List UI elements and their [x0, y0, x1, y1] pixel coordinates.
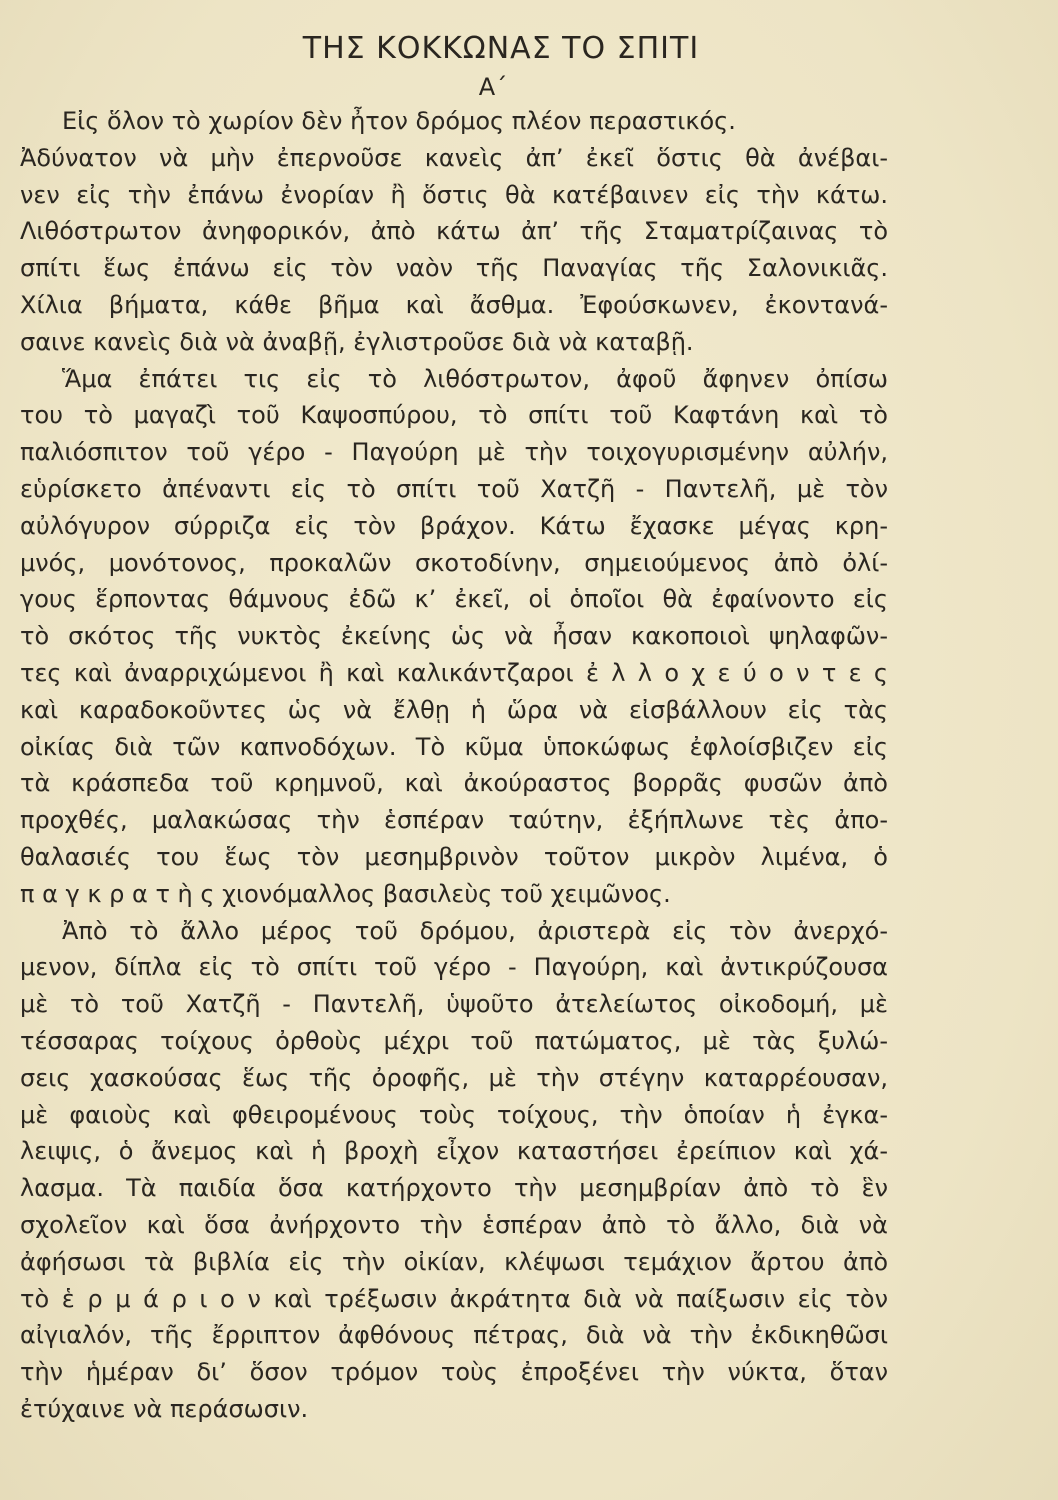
text-line: Χίλια βήματα, κάθε βῆμα καὶ ἄσθμα. Ἐφούσκωνεν, ἐκοντανά-: [20, 290, 888, 319]
text-line: παλιόσπιτον τοῦ γέρο - Παγούρη μὲ τὴν τοιχογυρισμένην αὐλήν,: [20, 438, 888, 467]
text-line: μενον, δίπλα εἰς τὸ σπίτι τοῦ γέρο - Παγούρη, καὶ ἀντικρύζουσα: [20, 953, 888, 982]
text-line: Λιθόστρωτον ἀνηφορικόν, ἀπὸ κάτω ἀπ’ τῆς Σταματρίζαινας τὸ: [20, 217, 888, 246]
text-line: τὰ κράσπεδα τοῦ κρημνοῦ, καὶ ἀκούραστος βορρᾶς φυσῶν ἀπὸ: [20, 769, 888, 798]
body-text: [20, 103, 888, 1428]
text-line: Ἀπὸ τὸ ἄλλο μέρος τοῦ δρόμου, ἀριστερὰ εἰς τὸν ἀνερχό-: [62, 916, 888, 945]
chapter-number: Α΄: [478, 73, 508, 101]
text-line: π α γ κ ρ α τ ὴ ς χιονόμαλλος βασιλεὺς τοῦ χειμῶνος.: [20, 879, 671, 908]
text-line: σπίτι ἕως ἐπάνω εἰς τὸν ναὸν τῆς Παναγίας τῆς Σαλονικιᾶς.: [20, 254, 888, 283]
text-line: λειψις, ὁ ἄνεμος καὶ ἡ βροχὴ εἶχον καταστήσει ἐρείπιον καὶ χά-: [20, 1137, 888, 1166]
text-line: σεις χασκούσας ἕως τῆς ὀροφῆς, μὲ τὴν στέγην καταρρέουσαν,: [20, 1063, 888, 1092]
text-line: θαλασιές του ἕως τὸν μεσημβρινὸν τοῦτον μικρὸν λιμένα, ὁ: [20, 842, 888, 871]
text-line: καὶ καραδοκοῦντες ὡς νὰ ἔλθῃ ἡ ὥρα νὰ εἰσβάλλουν εἰς τὰς: [20, 695, 888, 724]
text-line: εὑρίσκετο ἀπέναντι εἰς τὸ σπίτι τοῦ Χατζῆ - Παντελῆ, μὲ τὸν: [20, 474, 888, 503]
text-line: μὲ τὸ τοῦ Χατζῆ - Παντελῆ, ὑψοῦτο ἀτελείωτος οἰκοδομή, μὲ: [20, 990, 888, 1019]
text-line: αὐλόγυρον σύρριζα εἰς τὸν βράχον. Κάτω ἔχασκε μέγας κρη-: [20, 511, 888, 540]
text-line: οἰκίας διὰ τῶν καπνοδόχων. Τὸ κῦμα ὑποκώφως ἐφλοίσβιζεν εἰς: [20, 732, 888, 761]
text-line: ἐτύχαινε νὰ περάσωσιν.: [20, 1394, 309, 1423]
text-line: τες καὶ ἀναρριχώμενοι ἢ καὶ καλικάντζαροι ἐ λ λ ο χ ε ύ ο ν τ ε ς: [20, 658, 888, 687]
text-line: μνός, μονότονος, προκαλῶν σκοτοδίνην, σημειούμενος ἀπὸ ὀλί-: [20, 548, 888, 577]
text-line: του τὸ μαγαζὶ τοῦ Καψοσπύρου, τὸ σπίτι τοῦ Καφτάνη καὶ τὸ: [20, 401, 888, 430]
text-line: νεν εἰς τὴν ἐπάνω ἐνορίαν ἢ ὅστις θὰ κατέβαινεν εἰς τὴν κάτω.: [20, 180, 888, 209]
text-line: μὲ φαιοὺς καὶ φθειρομένους τοὺς τοίχους, τὴν ὁποίαν ἡ ἐγκα-: [20, 1100, 888, 1129]
text-line: τὸ ἑ ρ μ ά ρ ι ο ν καὶ τρέξωσιν ἀκράτητα διὰ νὰ παίξωσιν εἰς τὸν: [20, 1284, 888, 1313]
text-line: τὴν ἡμέραν δι’ ὅσον τρόμον τοὺς ἐπροξένει τὴν νύκτα, ὅταν: [20, 1358, 888, 1387]
text-line: ἀφήσωσι τὰ βιβλία εἰς τὴν οἰκίαν, κλέψωσι τεμάχιον ἄρτου ἀπὸ: [20, 1247, 888, 1276]
text-line: λασμα. Τὰ παιδία ὅσα κατήρχοντο τὴν μεσημβρίαν ἀπὸ τὸ ἓν: [20, 1174, 888, 1203]
text-line: τέσσαρας τοίχους ὀρθοὺς μέχρι τοῦ πατώματος, μὲ τὰς ξυλώ-: [20, 1026, 888, 1055]
text-line: Εἰς ὅλον τὸ χωρίον δὲν ἦτον δρόμος πλέον περαστικός.: [62, 107, 736, 135]
text-line: Ἅμα ἐπάτει τις εἰς τὸ λιθόστρωτον, ἀφοῦ ἄφηνεν ὀπίσω: [62, 364, 888, 393]
chapter-title: ΤΗΣ ΚΟΚΚΩΝΑΣ ΤΟ ΣΠΙΤΙ: [302, 31, 700, 66]
text-line: Ἀδύνατον νὰ μὴν ἐπερνοῦσε κανεὶς ἀπ’ ἐκεῖ ὅστις θὰ ἀνέβαι-: [20, 143, 888, 172]
text-line: αἰγιαλόν, τῆς ἔρριπτον ἀφθόνους πέτρας, διὰ νὰ τὴν ἐκδικηθῶσι: [20, 1321, 888, 1350]
text-line: προχθές, μαλακώσας τὴν ἑσπέραν ταύτην, ἐξήπλωνε τὲς ἀπο-: [20, 806, 888, 835]
text-line: σαινε κανεὶς διὰ νὰ ἀναβῇ, ἐγλιστροῦσε διὰ νὰ καταβῇ.: [20, 327, 694, 356]
text-line: γους ἕρποντας θάμνους ἐδῶ κ’ ἐκεῖ, οἱ ὁποῖοι θὰ ἐφαίνοντο εἰς: [20, 585, 888, 614]
text-line: τὸ σκότος τῆς νυκτὸς ἐκείνης ὡς νὰ ἦσαν κακοποιοὶ ψηλαφῶν-: [20, 622, 888, 651]
text-line: σχολεῖον καὶ ὅσα ἀνήρχοντο τὴν ἑσπέραν ἀπὸ τὸ ἄλλο, διὰ νὰ: [20, 1210, 888, 1239]
